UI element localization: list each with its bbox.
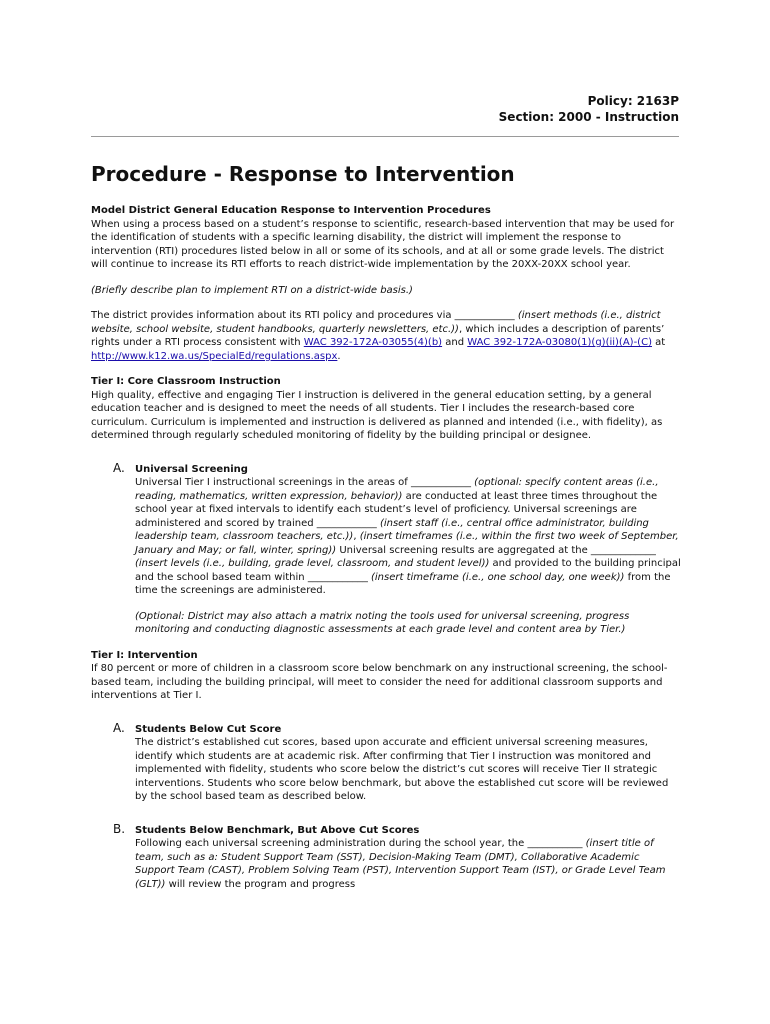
- intro-note: (Briefly describe plan to implement RTI on a district-wide basis.): [91, 284, 413, 296]
- below-cut-score-item: [91, 720, 681, 804]
- item-letter: B.: [113, 821, 126, 836]
- wac-link-03080[interactable]: WAC 392-172A-03080(1)(g)(ii)(A)-(C): [467, 337, 652, 348]
- intro-paragraph: When using a process based on a student’s response to scientific, research-based intervention that may be used for the identification of students with a specific learning disability, the district will implement the response to intervention (RTI) procedures listed below in all or some of its schools, and at all or some grade levels. The district will continue to increase its RTI efforts to reach district-wide implementation by the 20XX-20XX school year.: [91, 218, 675, 270]
- below-benchmark-heading: Students Below Benchmark, But Above Cut Scores: [135, 824, 420, 836]
- header-divider: [91, 136, 679, 137]
- policy-section: Section: 2000 - Instruction: [498, 110, 679, 124]
- tier1-core-heading: Tier I: Core Classroom Instruction: [91, 376, 281, 387]
- wac-link-03055[interactable]: WAC 392-172A-03055(4)(b): [303, 337, 443, 348]
- universal-screening-heading: Universal Screening: [135, 463, 248, 475]
- universal-screening-paragraph: Universal Tier I instructional screenings in the areas of ____________ (optional: specify content areas (i.e., reading, mathematics, written expression, behavior)) are conducted at least three times throughout the school year at fixed intervals to identify each student’s level of proficiency. Universal screenings are administered and scored by trained ____________ (insert staff (i.e., central office administrator, building leadership team, classroom teachers, etc.)), (insert timeframes (i.e., within the first two week of September, January and May; or fall, winter, spring)) Universal screening results are aggregated at the _____________ (insert levels (i.e., building, grade level, classroom, and student level)) and provided to the building principal and the school based team within ____________ (insert timeframe (i.e., one school day, one week)) from the time the screenings are administered.: [135, 477, 681, 596]
- item-letter: A.: [113, 460, 125, 475]
- universal-screening-optional-note: (Optional: District may also attach a matrix noting the tools used for universal screening, progress monitoring and conducting diagnostic assessments at each grade level and content area by Tier.): [135, 610, 630, 635]
- tier1-intervention-paragraph: If 80 percent or more of children in a classroom score below benchmark on any instructional screening, the school-based team, including the building principal, will meet to consider the need for additional classroom supports and interventions at Tier I.: [91, 663, 668, 701]
- policy-header: [499, 93, 679, 125]
- intro-heading: Model District General Education Response to Intervention Procedures: [91, 205, 491, 216]
- tier1-core-paragraph: High quality, effective and engaging Tier I instruction is delivered in the general education setting, by a general education teacher and is designed to meet the needs of all students. Tier I includes the research-based core curriculum. Curriculum is implemented and instruction is delivered as planned and intended (i.e., with fidelity), as determined through regularly scheduled monitoring of fidelity by the building principal or designee.: [91, 389, 663, 441]
- below-cut-score-paragraph: The district’s established cut scores, based upon accurate and efficient universal screening measures, identify which students are at academic risk. After confirming that Tier I instruction was monitored and implemented with fidelity, students who score below the district’s cut scores will receive Tier II strategic interventions. Students who score below benchmark, but above the established cut score will be reviewed by the school based team as described below.: [135, 737, 669, 802]
- rti-info-paragraph: The district provides information about its RTI policy and procedures via ____________ (insert methods (i.e., district website, school website, student handbooks, quarterly newsletters, etc.)), which includes a description of parents’ rights under a RTI process consistent with WAC 392-172A-03055(4)(b) and WAC 392-172A-03080(1)(g)(ii)(A)-(C) at http://www.k12.wa.us/SpecialEd/regulations.aspx.: [91, 310, 666, 362]
- policy-number: Policy: 2163P: [587, 94, 679, 108]
- document-body: [91, 160, 681, 891]
- tier1-intervention-heading: Tier I: Intervention: [91, 649, 198, 661]
- regulations-url-link[interactable]: http://www.k12.wa.us/SpecialEd/regulations.aspx: [91, 350, 338, 362]
- page-title: Procedure - Response to Intervention: [91, 162, 515, 186]
- universal-screening-item: [91, 460, 681, 637]
- below-benchmark-item: [91, 821, 681, 892]
- below-benchmark-paragraph: Following each universal screening administration during the school year, the ___________ (insert title of team, such as a: Student Support Team (SST), Decision-Making Team (DMT), Collaborative Academic Support Team (CAST), Problem Solving Team (PST), Intervention Support Team (IST), or Grade Level Team (GLT)) will review the program and progress: [135, 838, 666, 890]
- item-letter: A.: [113, 720, 125, 735]
- below-cut-score-heading: Students Below Cut Score: [135, 723, 282, 735]
